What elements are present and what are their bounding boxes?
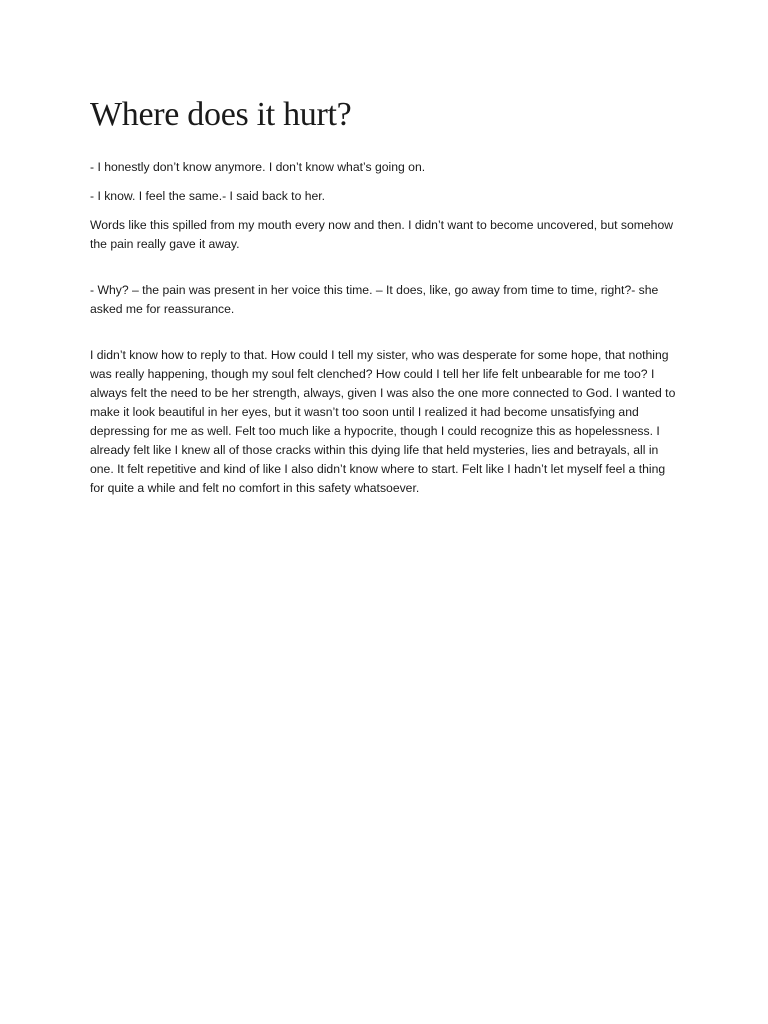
- narrative-paragraph-2: I didn’t know how to reply to that. How could I tell my sister, who was desperate for some hope, that nothing was really happening, though my soul felt clenched? How could I tell her life felt unbearable for me too? I always felt the need to be her strength, always, given I was also the one more connected to God. I wanted to make it look beautiful in her eyes, but it wasn’t too soon until I realized it had become unsatisfying and depressing for me as well. Felt too much like a hypocrite, though I could recognize this as hopelessness. I already felt like I knew all of those cracks within this dying life that held mysteries, lies and betrayals, all in one. It felt repetitive and kind of like I also didn’t know where to start. Felt like I hadn’t let myself feel a thing for quite a while and felt no comfort in this safety whatsoever.: [90, 348, 676, 495]
- document-body: [90, 94, 682, 508]
- dialogue-line-2: - I know. I feel the same.- I said back to her.: [90, 189, 326, 203]
- document-title: Where does it hurt?: [90, 96, 352, 133]
- dialogue-line-3: - Why? – the pain was present in her voice this time. – It does, like, go away from time to time, right?- she asked me for reassurance.: [90, 283, 659, 316]
- narrative-paragraph-1: Words like this spilled from my mouth every now and then. I didn’t want to become uncovered, but somehow the pain really gave it away.: [90, 218, 674, 251]
- dialogue-line-1: - I honestly don’t know anymore. I don’t know what’s going on.: [90, 160, 426, 174]
